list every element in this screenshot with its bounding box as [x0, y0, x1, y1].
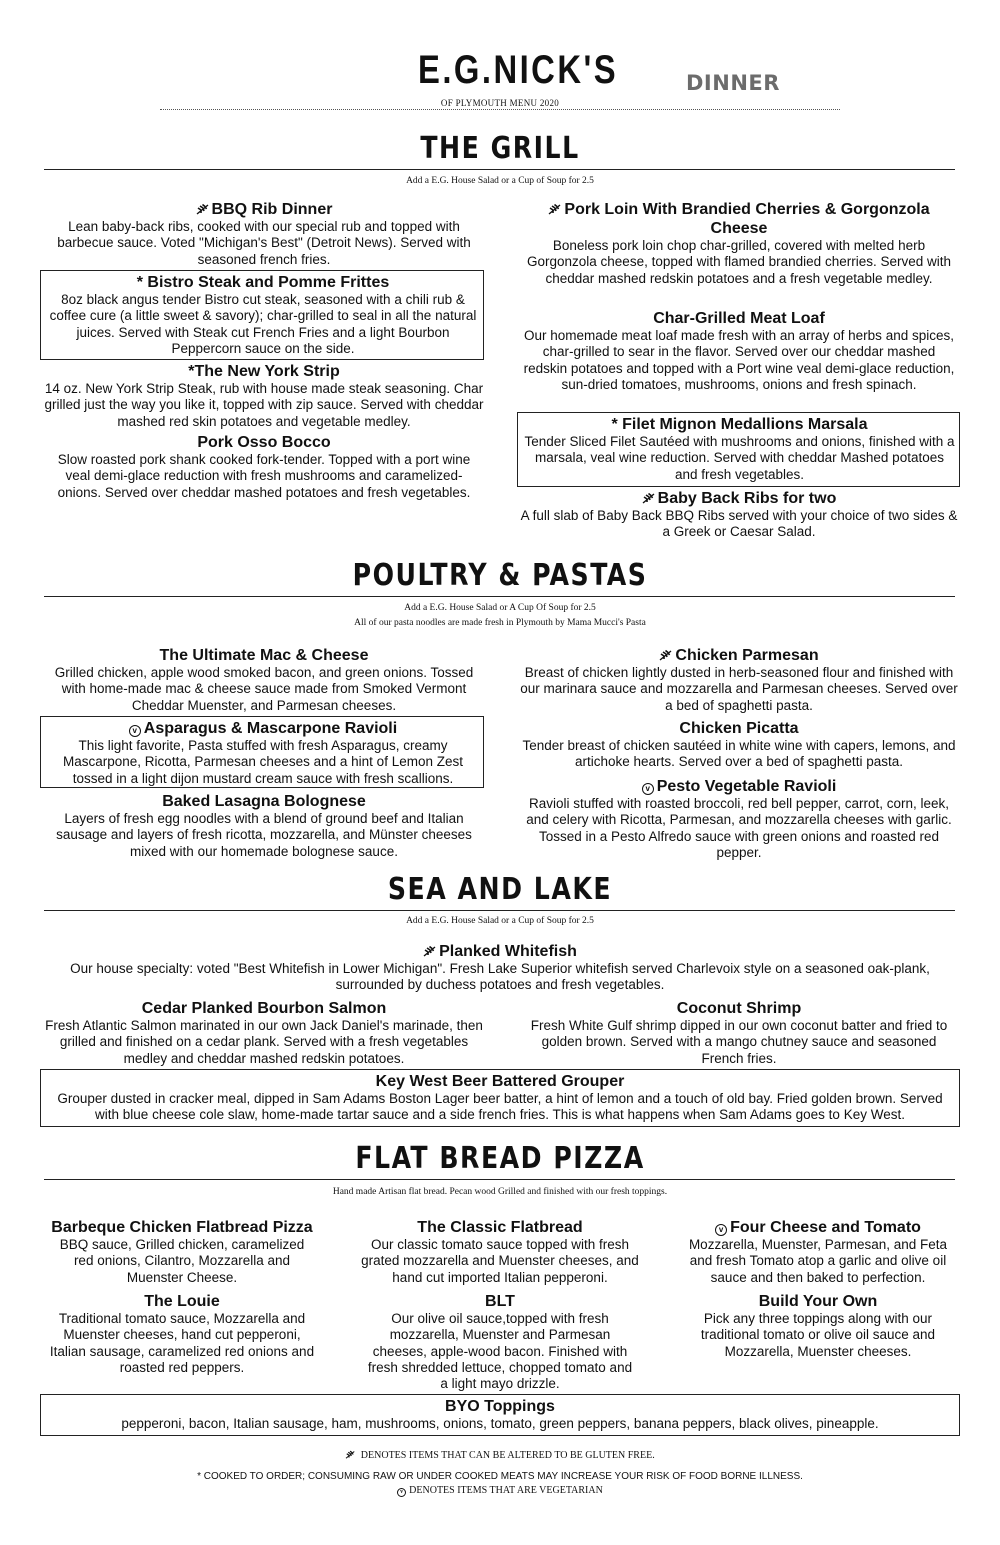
vegetarian-icon: v — [397, 1488, 406, 1497]
item-title: Barbeque Chicken Flatbread Pizza — [51, 1219, 313, 1236]
item-description: 14 oz. New York Strip Steak, rub with house made steak seasoning. Char grilled just the way you like it, topped with zip sauce. Served with cheddar mashed red skin potatoes and vegetable medley. — [44, 381, 484, 429]
item-title: Four Cheese and Tomato — [730, 1219, 921, 1236]
item-description: Grilled chicken, apple wood smoked bacon, and green onions. Tossed with home-made mac & cheese sauce made from Smoked Vermont Cheddar Muenster, and Parmesan cheeses. — [54, 665, 474, 713]
item-title: Chicken Picatta — [679, 720, 799, 737]
menu-item-baby-back-ribs — [520, 489, 958, 541]
menu-item-chicken-picatta — [520, 719, 958, 771]
section-rule — [44, 1179, 955, 1180]
section-note: Add a E.G. House Salad or a Cup of Soup for 2.5 — [406, 916, 594, 926]
byo-toppings-list: pepperoni, bacon, Italian sausage, ham, mushrooms, onions, tomato, green peppers, banana peppers, black olives, pineapple. — [121, 1416, 879, 1431]
item-title: Pork Osso Bocco — [197, 434, 331, 451]
menu-item-bourbon-salmon — [44, 999, 484, 1067]
section-note: All of our pasta noodles are made fresh in Plymouth by Mama Mucci's Pasta — [354, 618, 646, 628]
item-title: Baked Lasagna Bolognese — [162, 793, 366, 810]
menu-type-heading: DINNER — [686, 71, 780, 95]
menu-item-new-york-strip — [44, 362, 484, 430]
menu-item-blt — [366, 1292, 634, 1392]
wheat-icon — [659, 649, 673, 661]
menu-item-bbq-rib-dinner — [44, 200, 484, 268]
menu-item-meat-loaf — [520, 309, 958, 393]
item-title: * Filet Mignon Medallions Marsala — [611, 416, 868, 433]
item-description: Our house specialty: voted "Best Whitefish in Lower Michigan". Fresh Lake Superior whitefish served Charlevoix style on a seasoned oak-plank, surrounded by duchess potatoes and fresh vegetables. — [70, 961, 930, 993]
item-title: *The New York Strip — [188, 363, 340, 380]
wheat-icon — [345, 1450, 356, 1459]
item-description: Layers of fresh egg noodles with a blend of ground beef and Italian sausage and layers of fresh ricotta, mozzarella, and Münster cheeses mixed with our homemade bolognese sauce. — [56, 811, 472, 859]
gluten-free-legend — [0, 1450, 1000, 1461]
item-description: 8oz black angus tender Bistro cut steak, seasoned with a chili rub & coffee cure (a little sweet & savory); char-grilled to seal in all the natural juices. Served with Steak cut French Fries and a light Bourbon Peppercorn sauce on the side. — [49, 292, 477, 356]
item-title: Pesto Vegetable Ravioli — [656, 778, 837, 795]
wheat-icon — [423, 945, 437, 957]
restaurant-logo: E.G.NICK'S — [418, 48, 619, 92]
item-description: Traditional tomato sauce, Mozzarella and Muenster cheeses, hand cut pepperoni, Italian sausage, caramelized red onions and roasted red peppers. — [49, 1311, 315, 1375]
item-description: Our classic tomato sauce topped with fresh grated mozzarella and Muenster cheeses, and hand cut imported Italian pepperoni. — [361, 1237, 639, 1285]
item-title: The Louie — [144, 1293, 220, 1310]
item-description: Pick any three toppings along with our traditional tomato or olive oil sauce and Mozzarella, Muenster cheeses. — [700, 1311, 936, 1359]
item-title: Key West Beer Battered Grouper — [375, 1073, 625, 1090]
wheat-icon — [642, 492, 656, 504]
vegetarian-icon: v — [642, 783, 654, 795]
item-description: Lean baby-back ribs, cooked with our special rub and topped with barbecue sauce. Voted "Michigan's Best" (Detroit News). Served with seasoned french fries. — [57, 219, 471, 267]
vegetarian-note: DENOTES ITEMS THAT ARE VEGETARIAN — [409, 1485, 603, 1496]
item-description: This light favorite, Pasta stuffed with fresh Asparagus, creamy Mascarpone, Ricotta, Parmesan cheeses and a hint of Lemon Zest tossed in a light dijon mustard cream sauce with fresh scallions. — [63, 738, 463, 786]
header-divider — [160, 109, 840, 110]
item-title: Chicken Parmesan — [675, 647, 819, 664]
item-title: The Ultimate Mac & Cheese — [159, 647, 369, 664]
menu-item-pesto-ravioli — [520, 777, 958, 861]
item-title: Build Your Own — [758, 1293, 878, 1310]
byo-toppings-title: BYO Toppings — [445, 1398, 555, 1415]
item-description: A full slab of Baby Back BBQ Ribs served with your choice of two sides & a Greek or Caesar Salad. — [520, 508, 958, 540]
menu-item-classic-flatbread — [361, 1218, 639, 1286]
menu-item-asparagus-ravioli — [46, 719, 480, 787]
section-title-sea: SEA AND LAKE — [387, 870, 613, 907]
raw-meat-warning: * COOKED TO ORDER; CONSUMING RAW OR UNDER COOKED MEATS MAY INCREASE YOUR RISK OF FOOD BORNE ILLNESS. — [197, 1471, 803, 1482]
wheat-icon — [196, 203, 210, 215]
menu-item-coconut-shrimp — [520, 999, 958, 1067]
item-description: Boneless pork loin chop char-grilled, covered with melted herb Gorgonzola cheese, topped with flamed brandied cherries. Served with cheddar mashed redskin potatoes and a fresh vegetable medley. — [527, 238, 951, 286]
item-description: Fresh Atlantic Salmon marinated in our own Jack Daniel's marinade, then grilled and finished on a cedar plank. Served with a fresh vegetables medley and cheddar mashed redskin potatoes. — [45, 1018, 483, 1066]
byo-toppings — [44, 1397, 956, 1432]
item-title: Planked Whitefish — [439, 943, 577, 960]
section-rule — [44, 910, 955, 911]
menu-item-filet-mignon — [523, 415, 956, 483]
item-description: Mozzarella, Muenster, Parmesan, and Feta and fresh Tomato atop a garlic and olive oil sauce and then baked to perfection. — [688, 1237, 948, 1285]
item-description: Our homemade meat loaf made fresh with an array of herbs and spices, char-grilled to sear in the flavor. Served over our cheddar mashed redskin potatoes and topped with a Port wine veal demi-glace reduction, sun-dried tomatoes, mushrooms, onions and fresh spinach. — [523, 328, 955, 392]
section-rule — [44, 596, 955, 597]
item-title: The Classic Flatbread — [417, 1219, 583, 1236]
logo-subtitle: OF PLYMOUTH MENU 2020 — [440, 98, 560, 108]
item-description: Our olive oil sauce,topped with fresh mozzarella, Muenster and Parmesan cheeses, apple-wood bacon. Finished with fresh shredded lettuce, chopped tomato and a light mayo drizzle. — [367, 1311, 633, 1392]
section-note: Add a E.G. House Salad or a Cup of Soup for 2.5 — [406, 176, 594, 186]
item-description: Tender Sliced Filet Sautéed with mushrooms and onions, finished with a marsala, veal wine reduction. Served with cheddar Mashed potatoes and fresh vegetables. — [524, 434, 955, 482]
item-description: Breast of chicken lightly dusted in herb-seasoned flour and finished with our marinara sauce and mozzarella and Parmesan cheeses. Served over a bed of spaghetti pasta. — [520, 665, 958, 713]
item-title: BLT — [485, 1293, 515, 1310]
section-note: Add a E.G. House Salad or A Cup Of Soup for 2.5 — [404, 603, 596, 613]
vegetarian-legend — [0, 1485, 1000, 1497]
item-title: Coconut Shrimp — [676, 1000, 802, 1017]
section-title-pizza: FLAT BREAD PIZZA — [355, 1139, 645, 1176]
item-title: Cedar Planked Bourbon Salmon — [141, 1000, 387, 1017]
menu-item-the-louie — [44, 1292, 320, 1376]
menu-item-build-your-own — [686, 1292, 950, 1360]
item-description: Fresh White Gulf shrimp dipped in our own coconut batter and fried to golden brown. Served with a mango chutney sauce and seasoned French fries. — [530, 1018, 948, 1066]
section-title-poultry: POULTRY & PASTAS — [352, 556, 648, 593]
item-title: Asparagus & Mascarpone Ravioli — [143, 720, 398, 737]
section-rule — [44, 169, 955, 170]
menu-item-planked-whitefish — [44, 942, 956, 994]
item-description: BBQ sauce, Grilled chicken, caramelized red onions, Cilantro, Mozzarella and Muenster Cheese. — [59, 1237, 305, 1285]
menu-item-pork-osso-bocco — [44, 433, 484, 501]
menu-item-mac-cheese — [44, 646, 484, 714]
menu-item-four-cheese — [680, 1218, 956, 1286]
item-description: Ravioli stuffed with roasted broccoli, red bell pepper, carrot, corn, leek, and celery with Ricotta, Parmesan, and mozzarella cheeses with garlic. Tossed in a Pesto Alfredo sauce with green onions and roasted red pepper. — [526, 796, 952, 860]
wheat-icon — [548, 203, 562, 215]
gluten-free-note: DENOTES ITEMS THAT CAN BE ALTERED TO BE GLUTEN FREE. — [360, 1450, 655, 1461]
menu-item-pork-loin — [520, 200, 958, 287]
item-title: BBQ Rib Dinner — [211, 201, 333, 218]
item-title: Pork Loin With Brandied Cherries & Gorgonzola Cheese — [564, 201, 930, 237]
item-title: Baby Back Ribs for two — [657, 490, 837, 507]
menu-item-bbq-chicken-pizza — [44, 1218, 320, 1286]
menu-item-bistro-steak — [46, 273, 480, 357]
section-title-grill: THE GRILL — [420, 129, 580, 166]
menu-item-lasagna — [44, 792, 484, 860]
item-description: Slow roasted pork shank cooked fork-tender. Topped with a port wine veal demi-glace reduction with fresh mushrooms and caramelized-onions. Served over cheddar mashed potatoes and fresh vegetables. — [57, 452, 471, 500]
menu-item-grouper — [44, 1072, 956, 1124]
section-note: Hand made Artisan flat bread. Pecan wood Grilled and finished with our fresh toppings. — [332, 1187, 668, 1197]
item-title: Char-Grilled Meat Loaf — [653, 310, 825, 327]
item-title: * Bistro Steak and Pomme Frittes — [136, 274, 390, 291]
menu-item-chicken-parmesan — [520, 646, 958, 714]
item-description: Grouper dusted in cracker meal, dipped in Sam Adams Boston Lager beer batter, a hint of lemon and a touch of old bay. Fried golden brown. Served with blue cheese cole slaw, home-made tartar sauce and a side french fries. This is what happens when Sam Adams goes to Key West. — [57, 1091, 943, 1123]
vegetarian-icon: v — [715, 1224, 727, 1236]
item-description: Tender breast of chicken sautéed in white wine with capers, lemons, and artichoke hearts. Served over a bed of spaghetti pasta. — [522, 738, 956, 770]
vegetarian-icon: v — [129, 725, 141, 737]
